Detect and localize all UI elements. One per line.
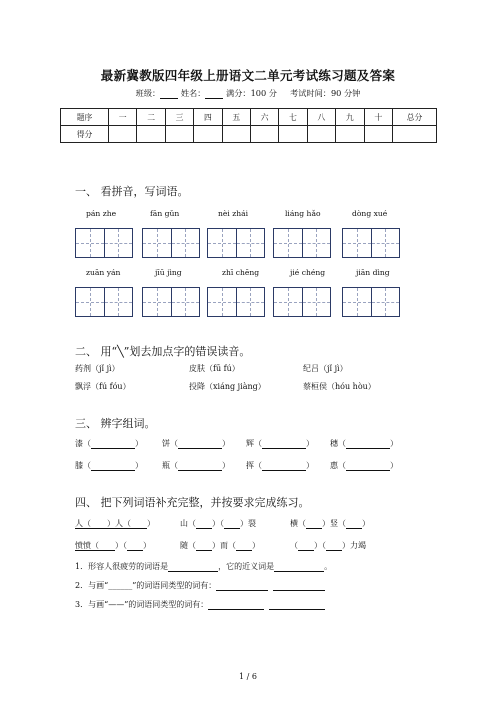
score-cell[interactable] [336,126,364,143]
paren: ） [222,439,230,448]
answer-blank[interactable] [346,462,390,471]
writing-grid[interactable] [207,287,265,317]
page-number: 1 / 6 [239,672,257,681]
name-label: 姓名： [180,88,206,98]
page-title: 最新冀教版四年级上册语文二单元考试练习题及答案 [100,68,396,83]
answer-blank[interactable] [91,462,135,471]
name-blank[interactable] [205,90,223,99]
char-label: 惠（ [330,461,346,470]
score-header-row [61,109,437,126]
pinyin: pán zhe [86,209,117,218]
writing-grid[interactable] [75,228,133,258]
idiom-text: ）（ [314,541,326,550]
score-header-cell: 十 [364,109,392,126]
exam-info [0,88,496,99]
question-text: 。 [324,562,333,571]
word-group-item [75,438,143,449]
question-text: ”的词语同类型的词有： [132,581,217,590]
idiom-text: ）人（ [107,519,131,528]
score-header-cell: 五 [222,109,250,126]
paren: ） [306,439,314,448]
answer-blank[interactable] [196,520,212,529]
char-label: 穗（ [330,439,346,448]
paren: ） [390,439,398,448]
writing-grid[interactable] [273,287,331,317]
section1-title: 一、 看拼音，写词语。 [75,185,189,198]
pinyin: liáng hǎo [285,209,321,218]
score-cell[interactable] [222,126,250,143]
paren: ） [135,439,143,448]
pinyin: dòng xué [352,209,388,218]
answer-blank[interactable] [346,440,390,449]
question-3 [75,599,325,610]
writing-grid[interactable] [342,228,400,258]
section2-title: 二、 用“╲”划去加点字的错误读音。 [75,345,251,358]
word-group-item [162,438,230,449]
pinyin: zhī chēng [222,268,260,277]
score-header-cell: 一 [109,109,137,126]
pinyin: jiān dìng [356,268,390,277]
question-1 [75,561,332,572]
reading-item: 投降（xiáng jiàng） [189,382,266,391]
answer-blank[interactable] [298,542,314,551]
answer-blank[interactable] [99,542,115,551]
answer-blank[interactable] [224,520,240,529]
idiom-text: ）（ [212,519,224,528]
paren: ） [222,461,230,470]
question-text: —— [108,600,125,609]
char-label: 挥（ [246,461,262,470]
pinyin: fān gǔn [150,209,180,218]
score-cell[interactable] [279,126,307,143]
exam-time: 考试时间：90 分钟 [290,88,361,98]
char-label: 饼（ [162,439,178,448]
answer-blank[interactable] [216,582,268,591]
idiom-text: 随（ [180,541,196,550]
paren: ） [135,461,143,470]
idiom-text: ） [147,519,155,528]
writing-grid[interactable] [342,287,400,317]
idiom-fill [180,518,256,529]
question-text: ”的词语同类型的词有： [124,600,209,609]
score-value-row [61,126,437,143]
score-cell[interactable] [393,126,437,143]
idiom-text: 人（ [75,519,91,528]
char-label: 膝（ [75,461,91,470]
answer-blank[interactable] [306,520,322,529]
question-text: ______ [108,581,133,590]
idiom-text: ） [252,541,260,550]
answer-blank[interactable] [274,563,324,572]
word-group-item [162,460,230,471]
char-label: 漆（ [75,439,91,448]
score-cell[interactable] [194,126,222,143]
answer-blank[interactable] [273,582,325,591]
idiom-text: ）而（ [212,541,236,550]
word-group-item [75,460,143,471]
answer-blank[interactable] [236,542,252,551]
answer-blank[interactable] [269,601,325,610]
section3-title: 三、 辨字组词。 [75,417,156,430]
score-table [60,108,437,143]
reading-item: 纪吕（jǐ jì） [303,364,348,373]
idiom-text: （ [290,541,298,550]
answer-blank[interactable] [326,542,342,551]
idiom-text: 山（ [180,519,196,528]
question-2 [75,580,325,591]
pinyin: zuān yán [86,268,121,277]
score-cell[interactable] [165,126,193,143]
answer-blank[interactable] [196,542,212,551]
score-cell[interactable] [364,126,392,143]
score-header-cell: 总分 [393,109,437,126]
question-text: ，它的近义词是 [218,562,275,571]
score-cell[interactable] [307,126,335,143]
idiom-text: ） [362,519,370,528]
writing-grid[interactable] [273,228,331,258]
idiom-fill [290,518,370,529]
answer-blank[interactable] [131,520,147,529]
reading-item: 飘浮（fú fóu） [75,382,131,391]
answer-blank[interactable] [127,542,143,551]
idiom-text: ） [143,541,151,550]
idiom-fill [75,518,155,529]
writing-grid[interactable] [142,287,200,317]
paren: ） [306,461,314,470]
score-header-cell: 四 [194,109,222,126]
answer-blank[interactable] [262,462,306,471]
char-label: 瓶（ [162,461,178,470]
score-header-cell: 二 [137,109,165,126]
idiom-fill [290,540,366,551]
full-score: 满分：100 分 [226,88,277,98]
score-header-cell: 题序 [61,109,109,126]
question-text: 2．与画“ [75,581,109,590]
answer-blank[interactable] [208,601,264,610]
word-group-item [246,460,314,471]
idiom-text: 愤愤（ [75,541,99,550]
answer-blank[interactable] [346,520,362,529]
score-header-cell: 七 [279,109,307,126]
question-text: 3．与画“ [75,600,109,609]
word-group-item [246,438,314,449]
score-header-cell: 三 [165,109,193,126]
pinyin: nèi zhái [218,209,249,218]
word-group-item [330,438,398,449]
answer-blank[interactable] [178,462,222,471]
answer-blank[interactable] [262,440,306,449]
paren: ） [390,461,398,470]
reading-item: 药剂（jǐ jì） [75,364,120,373]
score-cell[interactable] [250,126,278,143]
score-header-cell: 八 [307,109,335,126]
class-blank[interactable] [160,90,178,99]
idiom-fill [75,540,151,551]
answer-blank[interactable] [168,563,218,572]
reading-item: 皮肤（fū fú） [189,364,240,373]
score-cell[interactable] [109,126,137,143]
pinyin: jié chéng [290,268,326,277]
idiom-fill [180,540,260,551]
score-row-label: 得分 [61,126,109,143]
score-cell[interactable] [137,126,165,143]
idiom-text: ）力竭 [342,541,366,550]
answer-blank[interactable] [91,440,135,449]
score-header-cell: 九 [336,109,364,126]
idiom-text: ）竖（ [322,519,346,528]
idiom-text: ）裂 [240,519,256,528]
char-label: 辉（ [246,439,262,448]
class-label: 班级： [135,88,161,98]
writing-grid[interactable] [207,228,265,258]
writing-grid[interactable] [75,287,133,317]
score-header-cell: 六 [250,109,278,126]
word-group-item [330,460,398,471]
pinyin: jīū jìng [155,268,182,277]
section4-title: 四、 把下列词语补充完整，并按要求完成练习。 [75,496,310,509]
idiom-text: ）（ [115,541,127,550]
idiom-text: 横（ [290,519,306,528]
writing-grid[interactable] [142,228,200,258]
answer-blank[interactable] [91,520,107,529]
reading-item: 蔡桓侯（hóu hòu） [303,382,376,391]
answer-blank[interactable] [178,440,222,449]
question-text: 1．形容人很疲劳的词语是 [75,562,169,571]
